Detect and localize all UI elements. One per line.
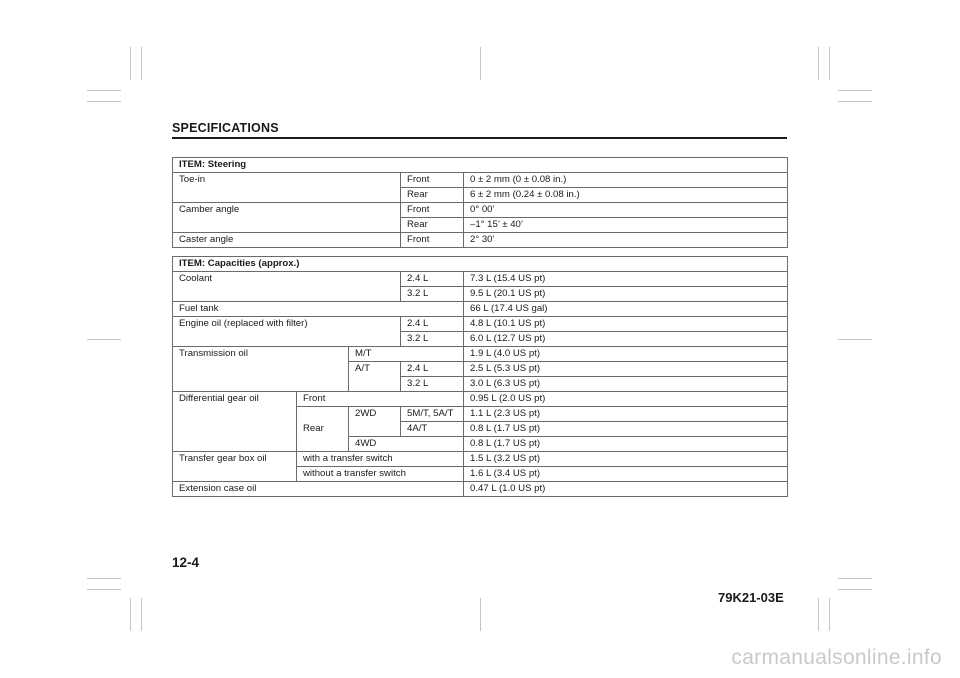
row-label: Caster angle bbox=[173, 233, 401, 248]
type-cell: 4A/T bbox=[401, 422, 464, 437]
value-cell: 0° 00’ bbox=[464, 203, 788, 218]
value-cell: 0 ± 2 mm (0 ± 0.08 in.) bbox=[464, 173, 788, 188]
table-row bbox=[173, 302, 788, 317]
engine-cell: 2.4 L bbox=[401, 362, 464, 377]
engine-cell: 3.2 L bbox=[401, 287, 464, 302]
section-title: SPECIFICATIONS bbox=[172, 121, 279, 135]
crop-mark bbox=[838, 101, 872, 102]
row-label: Extension case oil bbox=[173, 482, 464, 497]
crop-mark bbox=[480, 598, 481, 631]
axle-cell: Rear bbox=[297, 407, 349, 452]
table-row bbox=[173, 203, 788, 218]
crop-mark bbox=[87, 578, 121, 579]
table-row bbox=[173, 257, 788, 272]
table-row bbox=[173, 317, 788, 332]
engine-cell: 3.2 L bbox=[401, 377, 464, 392]
page-number: 12-4 bbox=[172, 555, 200, 570]
steering-table bbox=[172, 157, 788, 248]
row-label: Coolant bbox=[173, 272, 401, 302]
value-cell: 2.5 L (5.3 US pt) bbox=[464, 362, 788, 377]
crop-mark bbox=[130, 47, 131, 80]
crop-mark bbox=[838, 90, 872, 91]
type-cell: M/T bbox=[349, 347, 464, 362]
engine-cell: 2.4 L bbox=[401, 317, 464, 332]
type-cell: with a transfer switch bbox=[297, 452, 464, 467]
drive-cell: 2WD bbox=[349, 407, 401, 437]
capacities-table bbox=[172, 256, 788, 497]
crop-mark bbox=[87, 101, 121, 102]
crop-mark bbox=[818, 598, 819, 631]
crop-mark bbox=[838, 589, 872, 590]
value-cell: 0.47 L (1.0 US pt) bbox=[464, 482, 788, 497]
watermark-text: carmanualsonline.info bbox=[731, 646, 942, 669]
crop-mark bbox=[480, 47, 481, 80]
table-row bbox=[173, 272, 788, 287]
table-row bbox=[173, 452, 788, 467]
row-label: Engine oil (replaced with filter) bbox=[173, 317, 401, 347]
crop-mark bbox=[818, 47, 819, 80]
crop-mark bbox=[829, 598, 830, 631]
table-row bbox=[173, 233, 788, 248]
crop-mark bbox=[141, 598, 142, 631]
row-label: Fuel tank bbox=[173, 302, 464, 317]
engine-cell: 2.4 L bbox=[401, 272, 464, 287]
engine-cell: 3.2 L bbox=[401, 332, 464, 347]
value-cell: 1.1 L (2.3 US pt) bbox=[464, 407, 788, 422]
value-cell: 1.9 L (4.0 US pt) bbox=[464, 347, 788, 362]
table-row bbox=[173, 482, 788, 497]
title-rule bbox=[172, 137, 787, 139]
crop-mark bbox=[141, 47, 142, 80]
value-cell: 3.0 L (6.3 US pt) bbox=[464, 377, 788, 392]
crop-mark bbox=[838, 339, 872, 340]
drive-cell: 4WD bbox=[349, 437, 464, 452]
value-cell: 6 ± 2 mm (0.24 ± 0.08 in.) bbox=[464, 188, 788, 203]
row-label: Transmission oil bbox=[173, 347, 349, 392]
crop-mark bbox=[87, 339, 121, 340]
table-heading: ITEM: Capacities (approx.) bbox=[173, 257, 788, 272]
value-cell: 1.6 L (3.4 US pt) bbox=[464, 467, 788, 482]
type-cell: 5M/T, 5A/T bbox=[401, 407, 464, 422]
type-cell: without a transfer switch bbox=[297, 467, 464, 482]
table-row bbox=[173, 173, 788, 188]
crop-mark bbox=[829, 47, 830, 80]
axle-cell: Rear bbox=[401, 218, 464, 233]
row-label: Toe-in bbox=[173, 173, 401, 203]
axle-cell: Front bbox=[401, 233, 464, 248]
row-label: Transfer gear box oil bbox=[173, 452, 297, 482]
value-cell: 0.8 L (1.7 US pt) bbox=[464, 422, 788, 437]
value-cell: 2° 30’ bbox=[464, 233, 788, 248]
value-cell: –1° 15’ ± 40’ bbox=[464, 218, 788, 233]
value-cell: 9.5 L (20.1 US pt) bbox=[464, 287, 788, 302]
type-cell: A/T bbox=[349, 362, 401, 392]
value-cell: 66 L (17.4 US gal) bbox=[464, 302, 788, 317]
value-cell: 6.0 L (12.7 US pt) bbox=[464, 332, 788, 347]
value-cell: 0.8 L (1.7 US pt) bbox=[464, 437, 788, 452]
axle-cell: Front bbox=[401, 203, 464, 218]
row-label: Camber angle bbox=[173, 203, 401, 233]
axle-cell: Front bbox=[297, 392, 464, 407]
axle-cell: Front bbox=[401, 173, 464, 188]
value-cell: 4.8 L (10.1 US pt) bbox=[464, 317, 788, 332]
crop-mark bbox=[838, 578, 872, 579]
crop-mark bbox=[130, 598, 131, 631]
document-code: 79K21-03E bbox=[718, 590, 784, 605]
value-cell: 7.3 L (15.4 US pt) bbox=[464, 272, 788, 287]
axle-cell: Rear bbox=[401, 188, 464, 203]
table-heading: ITEM: Steering bbox=[173, 158, 788, 173]
crop-mark bbox=[87, 589, 121, 590]
table-row bbox=[173, 347, 788, 362]
value-cell: 0.95 L (2.0 US pt) bbox=[464, 392, 788, 407]
table-row bbox=[173, 158, 788, 173]
table-row bbox=[173, 392, 788, 407]
row-label: Differential gear oil bbox=[173, 392, 297, 452]
value-cell: 1.5 L (3.2 US pt) bbox=[464, 452, 788, 467]
crop-mark bbox=[87, 90, 121, 91]
